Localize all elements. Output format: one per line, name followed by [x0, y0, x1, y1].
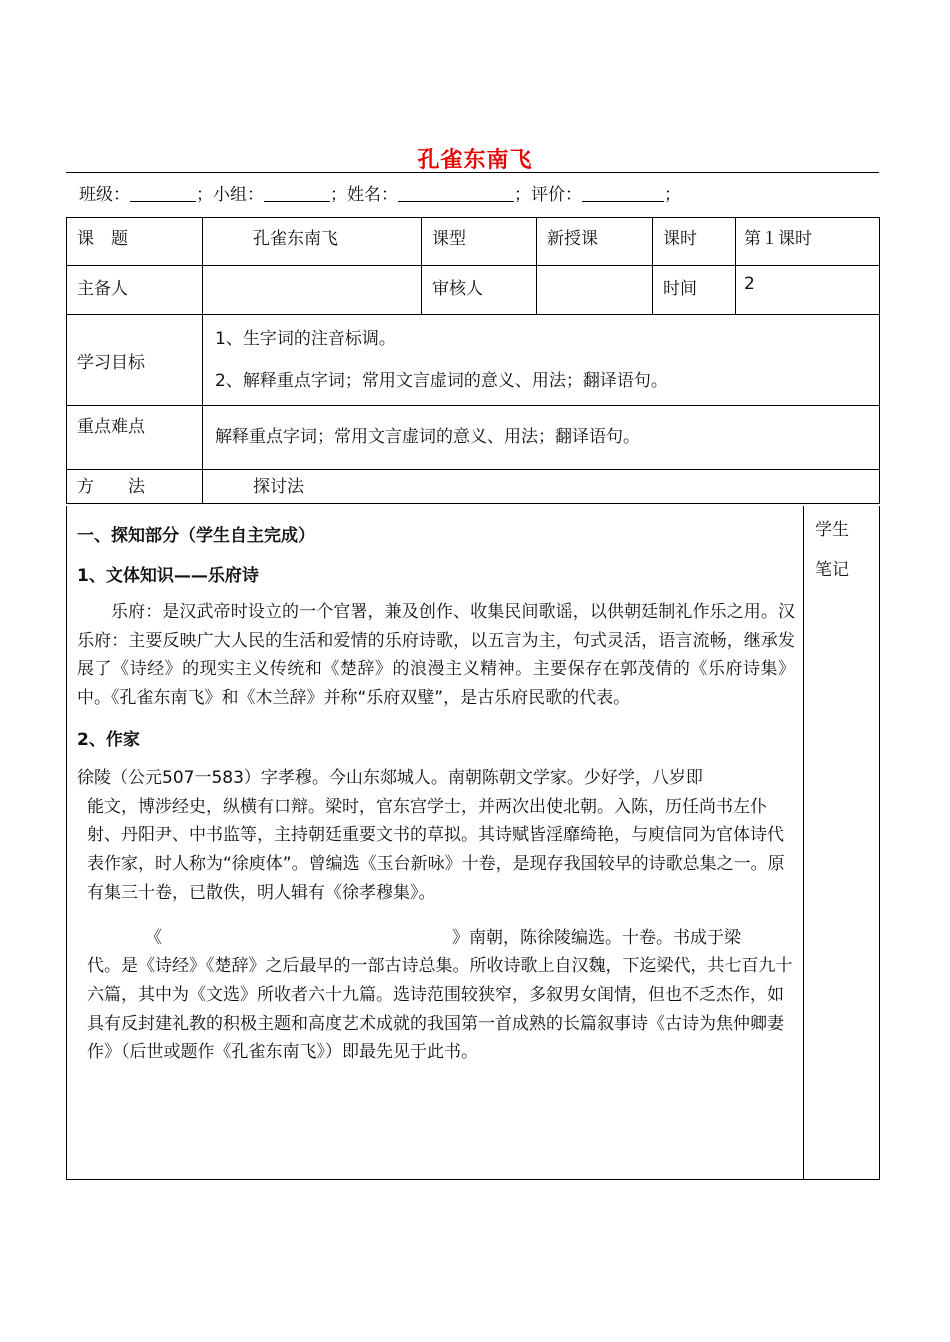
group-label: ；小组： — [196, 185, 264, 205]
book-first-line — [87, 924, 795, 953]
goals-label: 学习目标 — [67, 315, 203, 406]
goal-item: 1、生字词的注音标调。 — [215, 329, 396, 349]
goals-cell — [203, 315, 880, 406]
student-info-line — [79, 180, 681, 205]
goal-item: 2、解释重点字词；常用文言虚词的意义、用法；翻译语句。 — [215, 371, 668, 391]
page-title: 孔雀东南飞 — [417, 148, 533, 173]
author-rest: 能文，博涉经史，纵横有口辩。梁时，官东宫学士，并两次出使北朝。入陈，历任尚书左仆射、丹阳尹、中书监等，主持朝廷重要文书的草拟。其诗赋皆淫靡绮艳，与庾信同为官体诗代表作家，时人称为“徐庾体”。曾编选《玉台新咏》十卷，是现存我国较早的诗歌总集之一。原有集三十卷，已散佚，明人辑有《徐孝穆集》。 — [87, 796, 785, 903]
period-value: 第１课时 — [736, 218, 880, 266]
table-row — [67, 470, 880, 504]
focus-label: 重点难点 — [67, 406, 203, 470]
reviewer-label: 审核人 — [422, 266, 537, 315]
time-value: 2 — [736, 266, 880, 315]
class-label: 班级： — [79, 185, 130, 205]
table-row — [67, 406, 880, 470]
subsection-heading: 1、文体知识——乐府诗 — [77, 566, 259, 586]
name-label: ；姓名： — [330, 185, 398, 205]
topic-value: 孔雀东南飞 — [203, 218, 422, 266]
name-blank[interactable] — [398, 185, 514, 202]
lesson-info-table — [66, 217, 880, 504]
type-label: 课型 — [422, 218, 537, 266]
section-heading: 一、探知部分（学生自主完成） — [77, 526, 315, 546]
group-blank[interactable] — [264, 185, 330, 202]
type-value: 新授课 — [537, 218, 653, 266]
evaluation-label: ；评价： — [514, 185, 582, 205]
reviewer-value — [537, 266, 653, 315]
time-label: 时间 — [653, 266, 736, 315]
notes-divider — [803, 506, 804, 1179]
yuefu-paragraph: 乐府：是汉武帝时设立的一个官署，兼及创作、收集民间歌谣，以供朝廷制礼作乐之用。汉乐府：主要反映广大人民的生活和爱情的乐府诗歌，以五言为主，句式灵活，语言流畅，继承发展了《诗经》的现实主义传统和《楚辞》的浪漫主义精神。主要保存在郭茂倩的《乐府诗集》中。《孔雀东南飞》和《木兰辞》并称“乐府双璧”，是古乐府民歌的代表。 — [77, 602, 795, 708]
class-blank[interactable] — [130, 185, 196, 202]
book-first-text: 》南朝，陈徐陵编选。十卷。书成于梁 — [452, 927, 741, 948]
preparer-value — [203, 266, 422, 315]
table-row — [67, 315, 880, 406]
student-notes-label: 学生笔记 — [815, 520, 849, 580]
info-end: ； — [664, 185, 681, 205]
subsection-heading: 2、作家 — [77, 730, 140, 750]
focus-value: 解释重点字词；常用文言虚词的意义、用法；翻译语句。 — [203, 406, 880, 470]
content-box — [66, 506, 880, 1180]
method-label: 方 法 — [67, 470, 203, 504]
evaluation-blank[interactable] — [582, 185, 664, 202]
book-paragraph — [77, 924, 795, 1068]
title-divider — [66, 172, 879, 173]
author-first-line: 徐陵（公元507一583）字孝穆。今山东郯城人。南朝陈朝文学家。少好学，八岁即 — [77, 768, 703, 788]
book-rest: 代。是《诗经》《楚辞》之后最早的一部古诗总集。所收诗歌上自汉魏，下迄梁代，共七百九十六篇，其中为《文选》所收者六十九篇。选诗范围较狭窄，多叙男女闺情，但也不乏杰作，如具有反封建礼教的积极主题和高度艺术成就的我国第一首成熟的长篇叙事诗《古诗为焦仲卿妻作》（后世或题作《孔雀东南飞》）即最先见于此书。 — [87, 956, 793, 1063]
topic-label: 课 题 — [67, 218, 203, 266]
preparer-label: 主备人 — [67, 266, 203, 315]
author-paragraph — [77, 764, 795, 908]
table-row — [67, 266, 880, 315]
period-label: 课时 — [653, 218, 736, 266]
lesson-content — [77, 524, 795, 1067]
table-row — [67, 218, 880, 266]
method-value: 探讨法 — [203, 470, 880, 504]
book-open: 《 — [145, 927, 162, 948]
